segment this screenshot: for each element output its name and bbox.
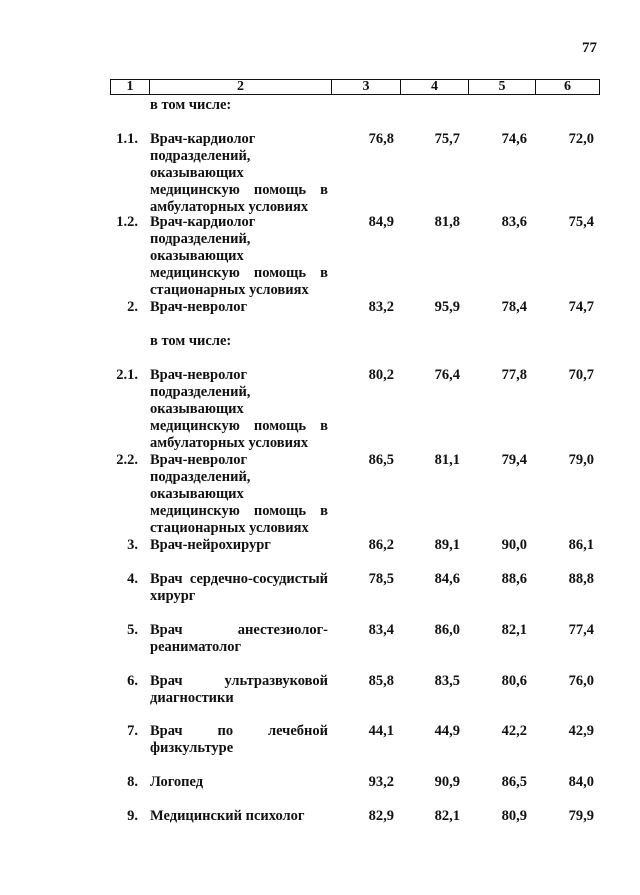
value-col-4: 44,9 bbox=[434, 723, 460, 739]
row-number: 2.1. bbox=[116, 367, 138, 383]
value-col-4: 89,1 bbox=[434, 537, 460, 553]
row-number: 1.2. bbox=[116, 214, 138, 230]
value-col-4: 90,9 bbox=[434, 774, 460, 790]
row-number: 1.1. bbox=[116, 131, 138, 147]
row-number: 3. bbox=[127, 537, 138, 553]
header-cell: 2 bbox=[237, 79, 244, 94]
row-number: 5. bbox=[127, 622, 138, 638]
row-name: Врач-кардиолог подразделений, оказывающих медицинскую помощь в амбулаторных условиях bbox=[150, 131, 328, 215]
value-col-6: 79,9 bbox=[568, 808, 594, 824]
row-number: 2.2. bbox=[116, 452, 138, 468]
row-number: 6. bbox=[127, 673, 138, 689]
value-col-6: 84,0 bbox=[568, 774, 594, 790]
row-name: Врач-кардиолог подразделений, оказывающих медицинскую помощь в стационарных условиях bbox=[150, 214, 328, 298]
value-col-4: 82,1 bbox=[434, 808, 460, 824]
value-col-5: 82,1 bbox=[501, 622, 527, 638]
value-col-3: 83,4 bbox=[368, 622, 394, 638]
value-col-3: 85,8 bbox=[368, 673, 394, 689]
value-col-5: 90,0 bbox=[501, 537, 527, 553]
value-col-5: 42,2 bbox=[501, 723, 527, 739]
row-number: 4. bbox=[127, 571, 138, 587]
value-col-3: 82,9 bbox=[368, 808, 394, 824]
row-name: Медицинский психолог bbox=[150, 808, 305, 824]
row-number: 8. bbox=[127, 774, 138, 790]
header-cell: 4 bbox=[431, 79, 438, 94]
row-number: 9. bbox=[127, 808, 138, 824]
value-col-5: 88,6 bbox=[501, 571, 527, 587]
header-cell: 3 bbox=[362, 79, 370, 94]
value-col-6: 72,0 bbox=[568, 131, 594, 147]
value-col-3: 78,5 bbox=[368, 571, 394, 587]
value-col-6: 74,7 bbox=[568, 299, 594, 315]
header-cell: 5 bbox=[498, 79, 506, 94]
value-col-3: 86,2 bbox=[368, 537, 394, 553]
row-name: Врач по лечебной физкультуре bbox=[150, 723, 328, 756]
value-col-6: 70,7 bbox=[568, 367, 594, 383]
table-header-row bbox=[110, 79, 600, 95]
row-name: в том числе: bbox=[150, 333, 232, 349]
value-col-6: 79,0 bbox=[568, 452, 594, 468]
value-col-6: 77,4 bbox=[568, 622, 594, 638]
value-col-6: 76,0 bbox=[568, 673, 594, 689]
value-col-5: 83,6 bbox=[501, 214, 527, 230]
row-name: Логопед bbox=[150, 774, 204, 790]
value-col-4: 76,4 bbox=[434, 367, 460, 383]
value-col-4: 95,9 bbox=[434, 299, 460, 315]
row-name: Врач сердечно-сосудистый хирург bbox=[150, 571, 328, 604]
value-col-4: 75,7 bbox=[434, 131, 460, 147]
value-col-4: 81,1 bbox=[434, 452, 460, 468]
value-col-5: 74,6 bbox=[501, 131, 527, 147]
row-name: Врач-невролог bbox=[150, 299, 248, 315]
value-col-4: 86,0 bbox=[434, 622, 460, 638]
value-col-5: 86,5 bbox=[501, 774, 527, 790]
row-number: 2. bbox=[127, 299, 138, 315]
row-name: в том числе: bbox=[150, 97, 232, 113]
row-name: Врач анестезиолог-реаниматолог bbox=[150, 622, 328, 655]
value-col-3: 84,9 bbox=[368, 214, 394, 230]
header-cell: 6 bbox=[564, 79, 571, 94]
value-col-3: 44,1 bbox=[368, 723, 394, 739]
value-col-5: 79,4 bbox=[501, 452, 527, 468]
value-col-5: 80,6 bbox=[501, 673, 527, 689]
value-col-3: 83,2 bbox=[368, 299, 394, 315]
value-col-4: 83,5 bbox=[434, 673, 460, 689]
row-name: Врач-невролог подразделений, оказывающих медицинскую помощь в стационарных условиях bbox=[150, 452, 328, 536]
value-col-3: 80,2 bbox=[368, 367, 394, 383]
value-col-6: 86,1 bbox=[568, 537, 594, 553]
value-col-3: 86,5 bbox=[368, 452, 394, 468]
page-number: 77 bbox=[582, 40, 597, 56]
value-col-6: 42,9 bbox=[568, 723, 594, 739]
row-number: 7. bbox=[127, 723, 138, 739]
value-col-5: 80,9 bbox=[501, 808, 527, 824]
value-col-3: 93,2 bbox=[368, 774, 394, 790]
value-col-6: 75,4 bbox=[568, 214, 594, 230]
value-col-4: 84,6 bbox=[434, 571, 460, 587]
value-col-5: 78,4 bbox=[501, 299, 527, 315]
row-name: Врач-нейрохирург bbox=[150, 537, 271, 553]
value-col-5: 77,8 bbox=[501, 367, 527, 383]
value-col-6: 88,8 bbox=[568, 571, 594, 587]
row-name: Врач ультразвуковой диагностики bbox=[150, 673, 328, 706]
row-name: Врач-невролог подразделений, оказывающих медицинскую помощь в амбулаторных условиях bbox=[150, 367, 328, 451]
header-cell: 1 bbox=[126, 79, 134, 94]
value-col-3: 76,8 bbox=[368, 131, 394, 147]
value-col-4: 81,8 bbox=[434, 214, 460, 230]
